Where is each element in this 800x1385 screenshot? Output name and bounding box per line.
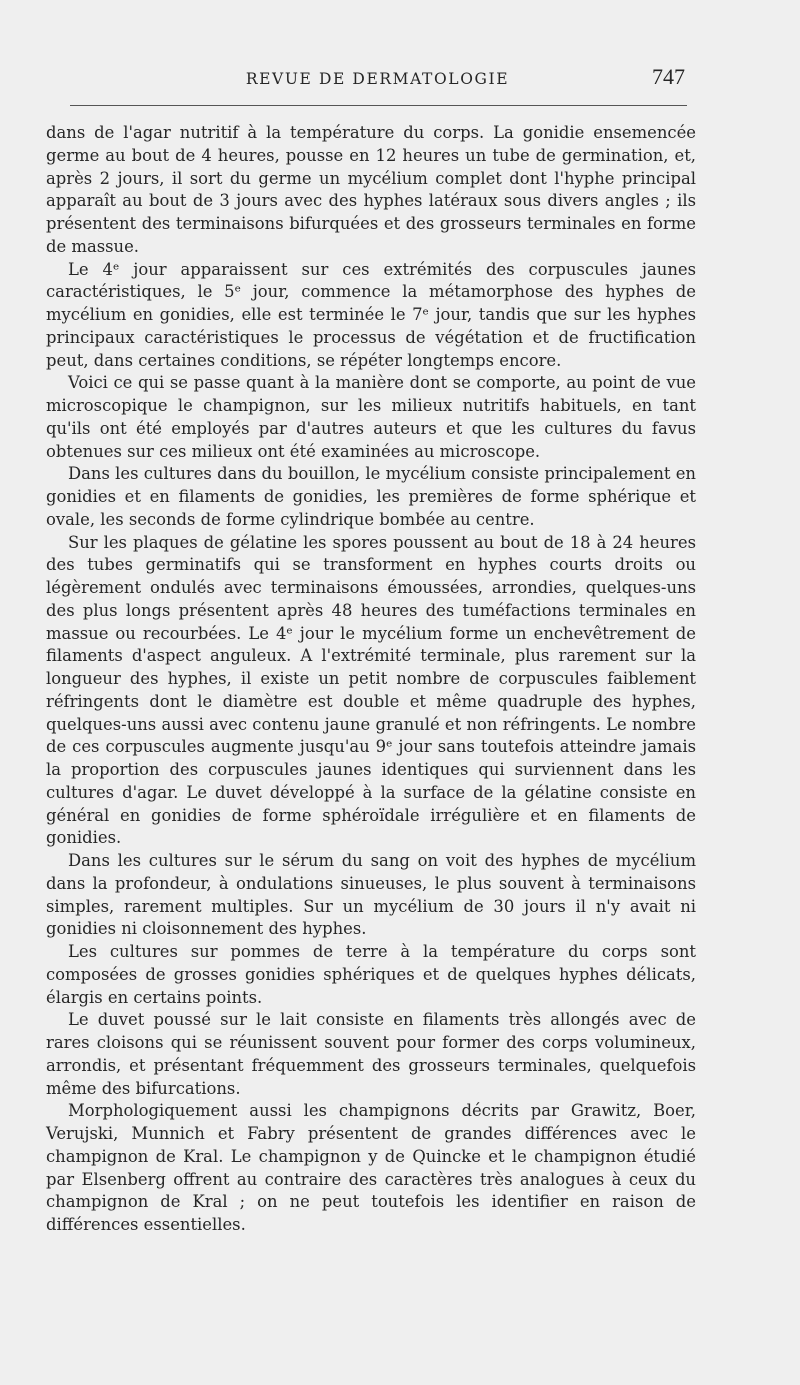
paragraph: Voici ce qui se passe quant à la manière dont se comporte, au point de vue microscopique le champignon, sur les milieux nutritifs habituels, en tant qu'ils ont été employés par d'autres auteurs et que les cultures du favus obtenues sur ces milieux ont été examinées au microscope. xyxy=(46,373,696,461)
paragraph: Le 4ᵉ jour apparaissent sur ces extrémités des corpuscules jaunes caractéristiques, le 5ᵉ jour, commence la métamorphose des hyphes de mycélium en gonidies, elle est terminée le 7ᵉ jour, tandis que sur les hyphes principaux caractéristiques le processus de végétation et de fructification peut, dans certaines conditions, se répéter longtemps encore. xyxy=(46,259,696,370)
paragraph: Sur les plaques de gélatine les spores poussent au bout de 18 à 24 heures des tubes germinatifs qui se transforment en hyphes courts droits ou légèrement ondulés avec terminaisons émoussées, arrondies, quelques-uns des plus longs présentent après 48 heures des tuméfactions terminales en massue ou recourbées. Le 4ᵉ jour le mycélium forme un enchevêtrement de filaments d'aspect anguleux. A l'extrémité terminale, plus rarement sur la longueur des hyphes, il existe un petit nombre de corpuscules faiblement réfringents dont le diamètre est double et même quadruple des hyphes, quelques-uns aussi avec contenu jaune granulé et non réfringents. Le nombre de ces corpuscules augmente jusqu'au 9ᵉ jour sans toutefois atteindre jamais la proportion des corpuscules jaunes identiques qui surviennent dans les cultures d'agar. Le duvet développé à la surface de la gélatine consiste en général en gonidies de forme sphéroïdale irrégulière et en filaments de gonidies. xyxy=(46,532,696,848)
page-header xyxy=(70,66,685,96)
paragraph: Dans les cultures dans du bouillon, le mycélium consiste principalement en gonidies et en filaments de gonidies, les premières de forme sphérique et ovale, les seconds de forme cylindrique bombée au centre. xyxy=(46,464,696,529)
running-title: REVUE DE DERMATOLOGIE xyxy=(245,70,510,88)
paragraph: Dans les cultures sur le sérum du sang on voit des hyphes de mycélium dans la profondeur, à ondulations sinueuses, le plus souvent à terminaisons simples, rarement multiples. Sur un mycélium de 30 jours il n'y avait ni gonidies ni cloisonnement des hyphes. xyxy=(46,851,696,939)
page-number: 747 xyxy=(652,64,685,89)
paragraph: dans de l'agar nutritif à la température du corps. La gonidie ensemencée germe au bout de 4 heures, pousse en 12 heures un tube de germination, et, après 2 jours, il sort du germe un mycélium complet dont l'hyphe principal apparaît au bout de 3 jours avec des hyphes latéraux sous divers angles ; ils présentent des terminaisons bifurquées et des grosseurs terminales en forme de massue. xyxy=(46,123,696,256)
body-text xyxy=(46,122,696,1237)
paragraph: Les cultures sur pommes de terre à la température du corps sont composées de grosses gonidies sphériques et de quelques hyphes délicats, élargis en certains points. xyxy=(46,942,696,1007)
header-rule xyxy=(70,105,687,106)
paragraph: Le duvet poussé sur le lait consiste en filaments très allongés avec de rares cloisons qui se réunissent souvent pour former des corps volumineux, arrondis, et présentant fréquemment des grosseurs terminales, quelquefois même des bifurcations. xyxy=(46,1010,696,1098)
paragraph: Morphologiquement aussi les champignons décrits par Grawitz, Boer, Verujski, Munnich et Fabry présentent de grandes différences avec le champignon de Kral. Le champignon y de Quincke et le champignon étudié par Elsenberg offrent au contraire des caractères très analogues à ceux du champignon de Kral ; on ne peut toutefois les identifier en raison de différences essentielles. xyxy=(46,1101,696,1234)
